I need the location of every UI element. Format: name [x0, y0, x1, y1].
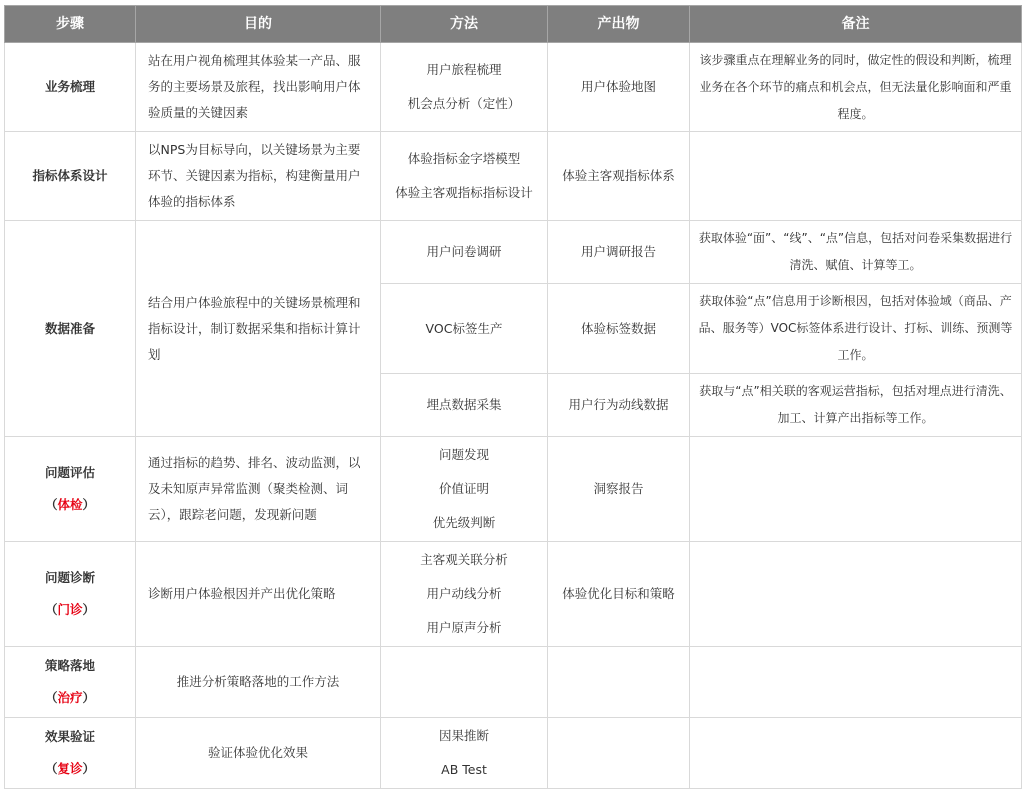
paren-close: ）	[82, 690, 96, 705]
step-cell: 指标体系设计	[5, 132, 136, 221]
header-step: 步骤	[5, 6, 136, 43]
method-item: 用户旅程梳理	[426, 62, 502, 77]
output-cell	[548, 647, 690, 718]
purpose-cell: 验证体验优化效果	[136, 718, 381, 789]
method-item: 用户原声分析	[426, 620, 502, 635]
header-purpose: 目的	[136, 6, 381, 43]
output-cell: 洞察报告	[548, 437, 690, 542]
note-cell: 该步骤重点在理解业务的同时，做定性的假设和判断，梳理业务在各个环节的痛点和机会点，但无法量化影响面和严重程度。	[690, 43, 1022, 132]
method-item: 问题发现	[438, 447, 489, 462]
output-cell: 体验优化目标和策略	[548, 542, 690, 647]
note-cell: 获取与“点”相关联的客观运营指标，包括对埋点进行清洗、加工、计算产出指标等工作。	[690, 374, 1022, 437]
purpose-cell: 结合用户体验旅程中的关键场景梳理和指标设计，制订数据采集和指标计算计划	[136, 221, 381, 437]
step-title: 问题评估	[44, 465, 95, 480]
paren-close: ）	[82, 497, 96, 512]
step-subtitle-red: 门诊	[57, 602, 83, 617]
method-item: 因果推断	[438, 728, 489, 743]
header-method: 方法	[381, 6, 548, 43]
header-note: 备注	[690, 6, 1022, 43]
note-cell	[690, 437, 1022, 542]
method-cell: 埋点数据采集	[381, 374, 548, 437]
method-item: 体验指标金字塔模型	[407, 151, 521, 166]
note-cell	[690, 647, 1022, 718]
table-row	[5, 43, 1022, 132]
step-subtitle-red: 体检	[57, 497, 83, 512]
note-cell	[690, 132, 1022, 221]
method-item: 主客观关联分析	[420, 552, 508, 567]
table-row	[5, 437, 1022, 542]
step-subtitle-red: 复诊	[57, 761, 83, 776]
method-cell	[381, 542, 548, 647]
method-item: 用户动线分析	[426, 586, 502, 601]
step-cell	[5, 542, 136, 647]
method-cell	[381, 132, 548, 221]
paren-close: ）	[82, 602, 96, 617]
purpose-cell: 以NPS为目标导向，以关键场景为主要环节、关键因素为指标，构建衡量用户体验的指标体系	[136, 132, 381, 221]
method-item: 优先级判断	[432, 515, 496, 530]
output-cell: 体验主客观指标体系	[548, 132, 690, 221]
output-cell: 用户体验地图	[548, 43, 690, 132]
method-cell: VOC标签生产	[381, 284, 548, 374]
step-subtitle	[13, 492, 127, 518]
table-row	[5, 132, 1022, 221]
note-cell	[690, 718, 1022, 789]
method-cell	[381, 437, 548, 542]
paren-open: （	[44, 761, 58, 776]
paren-close: ）	[82, 761, 96, 776]
header-row	[5, 6, 1022, 43]
header-output: 产出物	[548, 6, 690, 43]
purpose-cell: 推进分析策略落地的工作方法	[136, 647, 381, 718]
purpose-cell: 站在用户视角梳理其体验某一产品、服务的主要场景及旅程，找出影响用户体验质量的关键因素	[136, 43, 381, 132]
output-cell	[548, 718, 690, 789]
note-cell: 获取体验“点”信息用于诊断根因，包括对体验域（商品、产品、服务等）VOC标签体系进行设计、打标、训练、预测等工作。	[690, 284, 1022, 374]
step-title: 策略落地	[44, 658, 95, 673]
method-cell	[381, 43, 548, 132]
table-row	[5, 718, 1022, 789]
note-cell	[690, 542, 1022, 647]
paren-open: （	[44, 497, 58, 512]
method-cell	[381, 647, 548, 718]
method-item: 价值证明	[438, 481, 489, 496]
note-cell: 获取体验“面”、“线”、“点”信息，包括对问卷采集数据进行清洗、赋值、计算等工。	[690, 221, 1022, 284]
purpose-cell: 通过指标的趋势、排名、波动监测，以及未知原声异常监测（聚类检测、词云），跟踪老问题，发现新问题	[136, 437, 381, 542]
process-table	[4, 5, 1022, 789]
method-cell	[381, 718, 548, 789]
step-subtitle	[13, 756, 127, 782]
output-cell: 用户调研报告	[548, 221, 690, 284]
step-cell	[5, 437, 136, 542]
method-item: AB Test	[441, 762, 487, 777]
table-row	[5, 647, 1022, 718]
step-cell: 数据准备	[5, 221, 136, 437]
method-item: 体验主客观指标指标设计	[395, 185, 533, 200]
paren-open: （	[44, 602, 58, 617]
step-title: 效果验证	[44, 729, 95, 744]
step-cell: 业务梳理	[5, 43, 136, 132]
step-subtitle	[13, 685, 127, 711]
method-item: 机会点分析（定性）	[407, 96, 521, 111]
step-cell	[5, 647, 136, 718]
paren-open: （	[44, 690, 58, 705]
table-row	[5, 542, 1022, 647]
output-cell: 用户行为动线数据	[548, 374, 690, 437]
step-title: 问题诊断	[44, 570, 95, 585]
output-cell: 体验标签数据	[548, 284, 690, 374]
step-subtitle-red: 治疗	[57, 690, 83, 705]
purpose-cell: 诊断用户体验根因并产出优化策略	[136, 542, 381, 647]
method-cell: 用户问卷调研	[381, 221, 548, 284]
step-cell	[5, 718, 136, 789]
table-row	[5, 221, 1022, 284]
step-subtitle	[13, 597, 127, 623]
